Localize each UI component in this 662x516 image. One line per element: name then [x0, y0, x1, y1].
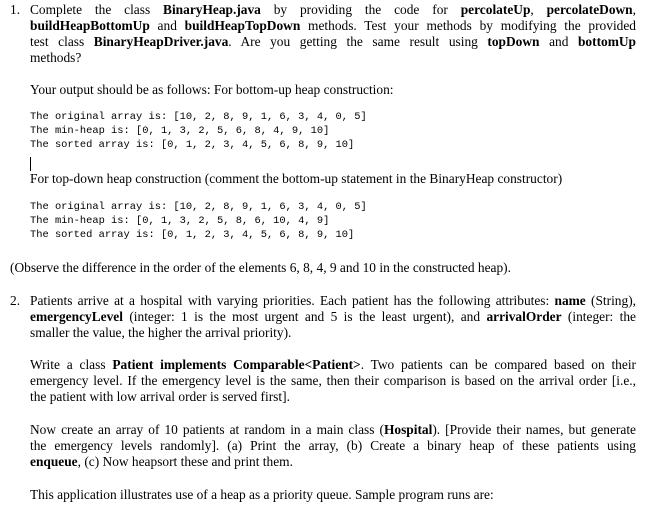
output-intro: Your output should be as follows: For bottom-up heap construction: [30, 82, 394, 97]
q2-p1-line-2 [30, 308, 636, 325]
bold-term: emergencyLevel [30, 309, 123, 324]
text-run: by providing the code for [260, 2, 461, 17]
q1-line-3 [30, 33, 636, 50]
top-down-original: The original array is: [10, 2, 8, 9, 1, 6, 3, 4, 0, 5] [30, 201, 367, 213]
text-run: Complete the class [30, 2, 164, 17]
q2-p3-line-2: the emergency levels randomly]. (a) Print the array, (b) Create a binary heap of these patients using [30, 438, 636, 453]
bold-term: buildHeapTopDown [184, 18, 301, 33]
q2-p2-line-2: emergency level. If the emergency level is the same, then their comparison is based on the arrival order [i.e., [30, 373, 636, 388]
bold-term: bottomUp [577, 34, 636, 49]
text-run: Write a class [30, 357, 113, 372]
bold-term: BinaryHeap.java [163, 2, 261, 17]
q2-p1-line-1 [30, 292, 636, 309]
top-down-intro: For top-down heap construction (comment the bottom-up statement in the BinaryHeap constructor) [30, 171, 563, 186]
text-run: Patients arrive at a hospital with varying priorities. Each patient has the following attributes: [30, 293, 555, 308]
bold-term: arrivalOrder [486, 309, 562, 324]
text-run: methods. Test your methods by modifying the provided [300, 18, 637, 33]
q1-line-1 [30, 1, 636, 18]
text-run: . Two patients can be compared based on their [360, 357, 636, 372]
q1-line-4: methods? [30, 50, 82, 65]
text-run: . Are you getting the same result using [228, 34, 488, 49]
text-run: and [149, 18, 185, 33]
text-run: , (c) Now heapsort these and print them. [77, 454, 293, 469]
top-down-minheap: The min-heap is: [0, 1, 3, 2, 5, 8, 6, 10, 4, 9] [30, 215, 330, 227]
bold-term: Patient implements Comparable<Patient> [112, 357, 361, 372]
bold-term: Hospital [383, 422, 433, 437]
q1-line-2 [30, 17, 636, 34]
text-run: (String), [585, 293, 636, 308]
q2-p3-line-1 [30, 421, 636, 438]
text-run: test class [30, 34, 94, 49]
text-cursor [30, 157, 31, 171]
observe-note: (Observe the difference in the order of the elements 6, 8, 4, 9 and 10 in the constructed heap). [10, 260, 511, 275]
bottom-up-minheap: The min-heap is: [0, 1, 3, 2, 5, 6, 8, 4, 9, 10] [30, 125, 330, 137]
text-run: , [632, 2, 636, 17]
text-run: Now create an array of 10 patients at random in a main class ( [30, 422, 384, 437]
text-run: and [539, 34, 578, 49]
q2-p2-line-1 [30, 356, 636, 373]
text-run: (integer: the [561, 309, 636, 324]
q2-number: 2. [10, 293, 21, 308]
text-run: , [530, 2, 547, 17]
bold-term: BinaryHeapDriver.java [93, 34, 229, 49]
bold-term: percolateUp [460, 2, 531, 17]
bold-term: buildHeapBottomUp [30, 18, 150, 33]
q2-p4: This application illustrates use of a heap as a priority queue. Sample program runs are: [30, 487, 494, 502]
q1-number: 1. [10, 2, 21, 17]
bold-term: topDown [487, 34, 540, 49]
bold-term: percolateDown [546, 2, 633, 17]
text-run: ). [Provide their names, but generate [432, 422, 636, 437]
bottom-up-sorted: The sorted array is: [0, 1, 2, 3, 4, 5, 6, 8, 9, 10] [30, 139, 355, 151]
top-down-sorted: The sorted array is: [0, 1, 2, 3, 4, 5, 6, 8, 9, 10] [30, 229, 355, 241]
bold-term: enqueue [30, 454, 78, 469]
text-run: (integer: 1 is the most urgent and 5 is the least urgent), and [122, 309, 487, 324]
q2-p1-line-3: smaller the value, the higher the arrival priority). [30, 325, 292, 340]
bottom-up-original: The original array is: [10, 2, 8, 9, 1, 6, 3, 4, 0, 5] [30, 111, 367, 123]
bold-term: name [554, 293, 586, 308]
q2-p2-line-3: the patient with low arrival order is served first]. [30, 389, 290, 404]
q2-p3-line-3 [30, 453, 293, 470]
